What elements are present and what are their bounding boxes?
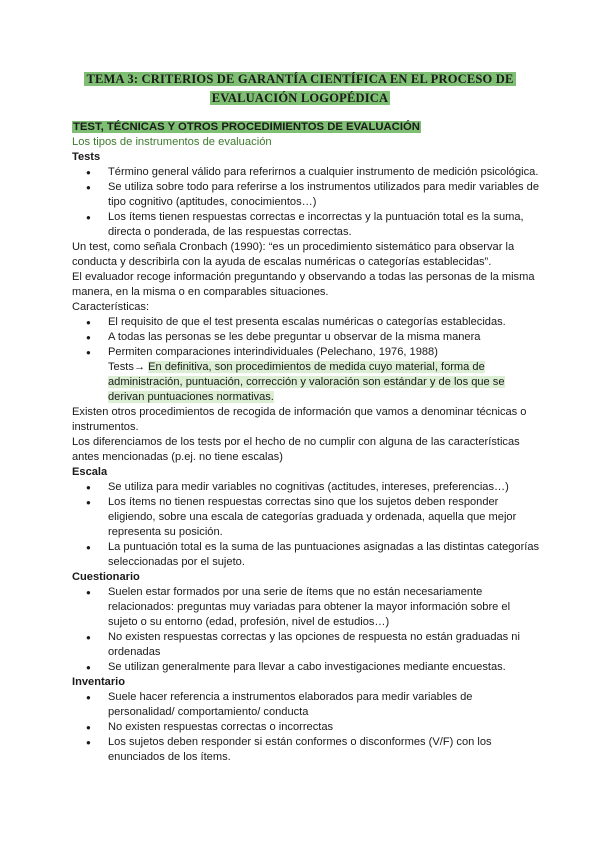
note-prefix: Tests→ [108,361,149,373]
list-item: ● Término general válido para referirnos a cualquier instrumento de medición psicológica. [72,165,540,180]
page-title [60,70,540,108]
list-item: ● Los ítems no tienen respuestas correctas sino que los sujetos deben responder eligiendo, sobre una escala de categorías graduada y ordenada, aquella que mejor representa su posición. [72,495,540,540]
list-item: ● El requisito de que el test presenta escalas numéricas o categorías establecidas. [72,315,540,330]
features-label: Características: [72,301,150,313]
inventario-heading: Inventario [72,676,126,688]
escala-bullet-list [72,480,540,570]
list-item: ● Suele hacer referencia a instrumentos elaborados para medir variables de personalidad/ comportamiento/ conducta [72,690,540,720]
features-bullet-list [72,315,540,360]
title-line-2: EVALUACIÓN LOGOPÉDICA [211,91,389,105]
title-line-1: TEMA 3: CRITERIOS DE GARANTÍA CIENTÍFICA EN EL PROCESO DE [86,72,514,86]
tests-definition-note [72,360,540,405]
other-procedures-paragraph: Existen otros procedimientos de recogida de información que vamos a denominar técnicas o instrumentos. [72,406,527,433]
list-item: ● Suelen estar formados por una serie de ítems que no están necesariamente relacionados: preguntas muy variadas para obtener la mayor información sobre el sujeto o su entorno (edad, profesión, nivel de estudios…) [72,585,540,630]
section-subheading: Los tipos de instrumentos de evaluación [72,136,272,148]
tests-bullet-list [72,165,540,240]
cuestionario-heading: Cuestionario [72,571,140,583]
cronbach-paragraph: Un test, como señala Cronbach (1990): “es un procedimiento sistemático para observar la conducta y describirla con la ayuda de escalas numéricas o categorías establecidas”. [72,241,515,268]
note-highlight: En definitiva, son procedimientos de medida cuyo material, forma de administración, puntuación, corrección y valoración son estándar y de los que se derivan puntuaciones normativas. [108,361,505,403]
list-item: ● La puntuación total es la suma de las puntuaciones asignadas a las distintas categorías seleccionadas por el sujeto. [72,540,540,570]
list-item: ● Se utiliza para medir variables no cognitivas (actitudes, intereses, preferencias…) [72,480,540,495]
inventario-bullet-list [72,690,540,765]
list-item: ● No existen respuestas correctas o incorrectas [72,720,540,735]
list-item: ● No existen respuestas correctas y las opciones de respuesta no están graduadas ni ordenadas [72,630,540,660]
list-item: ● Se utiliza sobre todo para referirse a los instrumentos utilizados para medir variables de tipo cognitivo (aptitudes, conocimientos…) [72,180,540,210]
escala-heading: Escala [72,466,108,478]
cuestionario-bullet-list [72,585,540,675]
list-item: ● Los sujetos deben responder si están conformes o disconformes (V/F) con los enunciados de los ítems. [72,735,540,765]
section-heading: TEST, TÉCNICAS Y OTROS PROCEDIMIENTOS DE EVALUACIÓN [73,121,420,133]
document-body [72,120,540,765]
difference-paragraph: Los diferenciamos de los tests por el hecho de no cumplir con alguna de las características antes mencionadas (p.ej. no tiene escalas) [72,436,520,463]
evaluator-paragraph: El evaluador recoge información preguntando y observando a todas las personas de la misma manera, en la misma o en comparables situaciones. [72,271,535,298]
list-item: ● Los ítems tienen respuestas correctas e incorrectas y la puntuación total es la suma, directa o ponderada, de las respuestas correctas. [72,210,540,240]
list-item: ● Permiten comparaciones interindividuales (Pelechano, 1976, 1988) [72,345,540,360]
tests-heading: Tests [72,151,101,163]
list-item: ● A todas las personas se les debe preguntar u observar de la misma manera [72,330,540,345]
list-item: ● Se utilizan generalmente para llevar a cabo investigaciones mediante encuestas. [72,660,540,675]
